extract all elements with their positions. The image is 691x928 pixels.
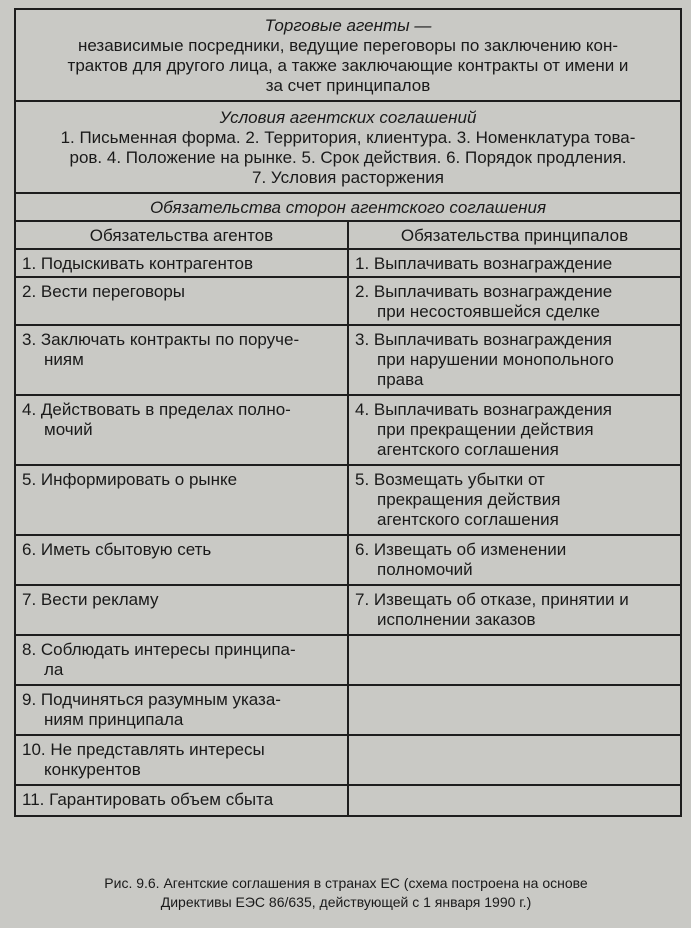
agent-obligation-cell [16,735,348,785]
table-row [16,465,680,535]
principal-obligation-cell [348,465,680,535]
agent-obligation-cell [16,277,348,325]
agent-obligation-text: 10. Не представлять интересы [22,740,265,759]
principal-obligation-text: полномочий [377,560,473,579]
caption-line: Рис. 9.6. Агентские соглашения в странах ЕС (схема построена на основе [104,875,588,891]
agent-obligation-cell [16,635,348,685]
agent-obligation-cell [16,585,348,635]
principal-obligation-text: 3. Выплачивать вознаграждения [355,330,612,349]
principal-obligation-text: агентского соглашения [377,510,559,529]
agent-obligation-text: 1. Подыскивать контрагентов [22,254,253,273]
principal-obligation-text: 5. Возмещать убытки от [355,470,545,489]
principal-obligation-text: 1. Выплачивать вознаграждение [355,254,613,273]
table-row [16,249,680,277]
agents-definition-title: Торговые агенты — [264,16,432,35]
agent-obligation-text: 5. Информировать о рынке [22,470,238,489]
principal-obligation-text: 7. Извещать об отказе, принятии и [355,590,629,609]
agent-obligation-text: ниям [44,350,84,369]
agent-obligation-cell [16,785,348,815]
principal-obligation-cell [348,585,680,635]
principal-obligation-text: 4. Выплачивать вознаграждения [355,400,612,419]
principal-obligation-text: при прекращении действия [377,420,594,439]
agent-obligation-text: конкурентов [44,760,141,779]
agent-obligation-text: 4. Действовать в пределах полно- [22,400,291,419]
agents-definition-line: трактов для другого лица, а также заключающие контракты от имени и [67,56,629,75]
table-row [16,635,680,685]
agent-obligation-cell [16,325,348,395]
agents-definition-line: независимые посредники, ведущие переговоры по заключению кон- [77,36,619,55]
table-row [16,585,680,635]
obligations-title: Обязательства сторон агентского соглашения [149,198,547,217]
conditions-line: 7. Условия расторжения [252,168,444,187]
principal-obligation-cell [348,249,680,277]
table-row [16,277,680,325]
principal-obligation-cell [348,785,680,815]
table-row [16,395,680,465]
agent-obligation-text: 7. Вести рекламу [22,590,159,609]
principal-obligation-text: права [377,370,424,389]
col-header-principals: Обязательства принципалов [348,222,680,249]
principal-obligation-cell [348,395,680,465]
caption-line: Директивы ЕЭС 86/635, действующей с 1 января 1990 г.) [160,894,532,910]
agent-obligation-cell [16,249,348,277]
table-row [16,735,680,785]
agent-obligation-text: 9. Подчиняться разумным указа- [22,690,281,709]
principal-obligation-text: исполнении заказов [377,610,536,629]
obligations-table [16,222,680,815]
col-header-agents: Обязательства агентов [16,222,348,249]
agent-obligation-text: ниям принципала [44,710,184,729]
agent-obligation-cell [16,395,348,465]
principal-obligation-cell [348,685,680,735]
principal-obligation-text: при нарушении монопольного [377,350,614,369]
agents-definition-line: за счет принципалов [265,76,431,95]
principal-obligation-text: прекращения действия [377,490,561,509]
principal-obligation-cell [348,325,680,395]
principal-obligation-text: агентского соглашения [377,440,559,459]
agency-scheme-frame [14,8,682,817]
agent-obligation-text: 6. Иметь сбытовую сеть [22,540,212,559]
conditions-line: 1. Письменная форма. 2. Территория, клиентура. 3. Номенклатура това- [60,128,636,147]
agent-obligation-cell [16,535,348,585]
principal-obligation-text: при несостоявшейся сделке [377,302,600,321]
table-row [16,685,680,735]
agent-obligation-text: ла [44,660,64,679]
conditions-line: ров. 4. Положение на рынке. 5. Срок действия. 6. Порядок продления. [69,148,627,167]
agent-obligation-cell [16,465,348,535]
agent-obligation-text: 8. Соблюдать интересы принципа- [22,640,296,659]
principal-obligation-cell [348,277,680,325]
table-row [16,785,680,815]
conditions-title: Условия агентских соглашений [219,108,477,127]
table-row [16,535,680,585]
principal-obligation-text: 6. Извещать об изменении [355,540,567,559]
agents-definition-block [16,10,680,102]
obligations-header-row [16,222,680,249]
agent-obligation-cell [16,685,348,735]
figure-caption [20,874,672,912]
conditions-block [16,102,680,194]
obligations-title-block [16,194,680,222]
agent-obligation-text: 2. Вести переговоры [22,282,186,301]
agent-obligation-text: 11. Гарантировать объем сбыта [22,790,274,809]
principal-obligation-cell [348,535,680,585]
table-row [16,325,680,395]
principal-obligation-cell [348,735,680,785]
agent-obligation-text: мочий [44,420,93,439]
agent-obligation-text: 3. Заключать контракты по поруче- [22,330,300,349]
principal-obligation-cell [348,635,680,685]
principal-obligation-text: 2. Выплачивать вознаграждение [355,282,613,301]
